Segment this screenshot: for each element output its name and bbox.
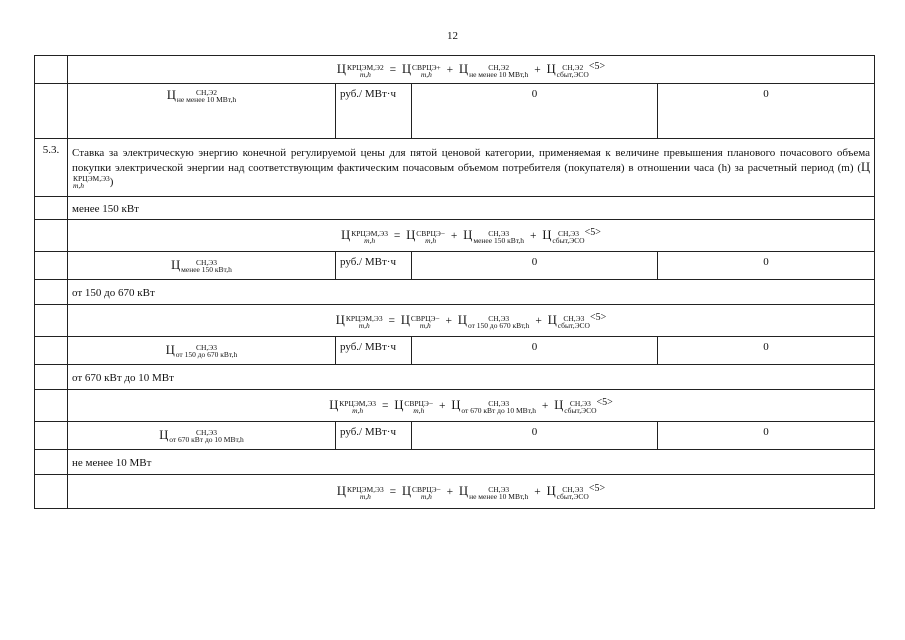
value-row [35,337,875,365]
band-label: менее 150 кВт [68,197,875,220]
value-cell: 0 [412,84,658,139]
formula: Ц КРЦЭМ,Э3 m,h = Ц СВРЦЭ− m,h + Ц СН,Э3 от 670 кВт до 10 МВт,h + Ц СН,Э3 сбыт,ЭСО <5> [68,390,875,422]
section-number: 5.3. [35,139,68,197]
section-row [35,139,875,197]
formula-row [35,56,875,84]
element-name: Ц СН,Э3 от 150 до 670 кВт,h [68,337,336,365]
note-ref: <5> [584,227,601,239]
formula: Ц КРЦЭМ,Э2 m,h = Ц СВРЦЭ+ m,h + Ц СН,Э2 не менее 10 МВт,h + Ц СН,Э2 сбыт,ЭСО <5> [68,56,875,84]
unit: руб./ МВт·ч [336,84,412,139]
formula-row [35,475,875,509]
formula-row [35,220,875,252]
element-name: Ц СН,Э3 от 670 кВт до 10 МВт,h [68,422,336,450]
formula: Ц КРЦЭМ,Э3 m,h = Ц СВРЦЭ− m,h + Ц СН,Э3 менее 150 кВт,h + Ц СН,Э3 сбыт,ЭСО <5> [68,220,875,252]
note-ref: <5> [596,397,613,409]
note-ref: <5> [589,312,607,324]
band-label: от 150 до 670 кВт [68,280,875,305]
value-cell: 0 [412,337,658,365]
section-description: Ставка за электрическую энергию конечной регулируемой цены для пятой ценовой категории, применяемая к величине превышения планового почасового объема покупки электрической энергии над соответствующим фактическим почасовым объемом потребителя (покупателя) в отношении часа (h) за расчетный период (m) (Ц КРЦЭМ,Э3 m,h ) [68,139,875,197]
element-name: Ц СН,Э3 менее 150 кВт,h [68,252,336,280]
note-ref: <5> [588,483,606,495]
value-row [35,252,875,280]
value-row [35,84,875,139]
tariff-table [34,55,875,509]
value-cell: 0 [658,84,875,139]
band-label: не менее 10 МВт [68,450,875,475]
formula: Ц КРЦЭМ,Э3 m,h = Ц СВРЦЭ− m,h + Ц СН,Э3 не менее 10 МВт,h + Ц СН,Э3 сбыт,ЭСО <5> [68,475,875,509]
unit: руб./ МВт·ч [336,337,412,365]
unit: руб./ МВт·ч [336,252,412,280]
note-ref: <5> [588,61,606,73]
element-name: Ц СН,Э2 не менее 10 МВт,h [68,84,336,139]
formula-row [35,390,875,422]
band-label: от 670 кВт до 10 МВт [68,365,875,390]
value-cell: 0 [658,252,875,280]
value-row [35,422,875,450]
value-cell: 0 [658,337,875,365]
value-cell: 0 [412,252,658,280]
value-cell: 0 [412,422,658,450]
formula: Ц КРЦЭМ,Э3 m,h = Ц СВРЦЭ− m,h + Ц СН,Э3 от 150 до 670 кВт,h + Ц СН,Э3 сбыт,ЭСО <5> [68,305,875,337]
value-cell: 0 [658,422,875,450]
page-number: 12 [447,30,458,42]
unit: руб./ МВт·ч [336,422,412,450]
formula-row [35,305,875,337]
number-cell [35,56,68,84]
